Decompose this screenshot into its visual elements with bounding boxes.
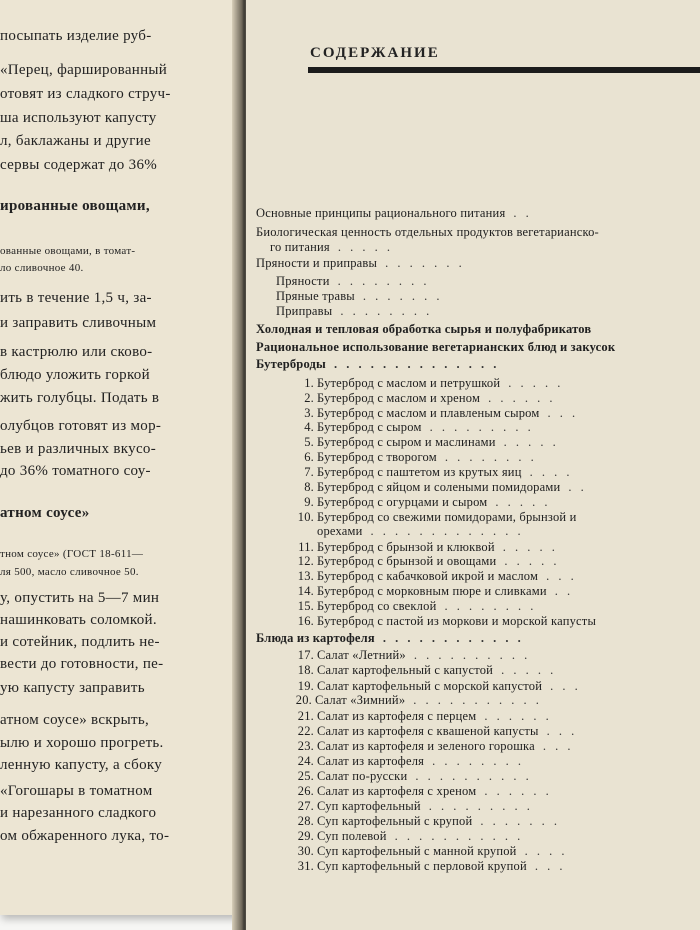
toc-entry-text: Бутерброд с сыром и маслинами bbox=[317, 435, 496, 449]
toc-entry-text: Бутерброд с брынзой и клюквой bbox=[317, 540, 495, 554]
toc-entry-text: Бутерброд с морковным пюре и сливками bbox=[317, 584, 547, 598]
toc-entry-number: 21. bbox=[297, 709, 314, 723]
toc-title-row bbox=[310, 44, 440, 62]
toc-entry-leader-dots: . . . . . . . . bbox=[444, 450, 537, 464]
toc-entry-leader-dots: . . . bbox=[534, 859, 566, 873]
toc-entry bbox=[296, 663, 556, 678]
toc-entry-text: Суп картофельный с манной крупой bbox=[317, 844, 517, 858]
toc-entry-text: Пряные травы bbox=[276, 289, 355, 303]
toc-entry-number: 30. bbox=[297, 844, 314, 858]
toc-entry bbox=[276, 274, 429, 289]
toc-entry bbox=[296, 406, 578, 421]
toc-entry-text: Холодная и тепловая обработка сырья и полуфабрикатов bbox=[256, 322, 592, 336]
toc-entry bbox=[296, 480, 587, 495]
left-page-line: ылю и хорошо прогреть. bbox=[0, 735, 164, 751]
toc-entry-leader-dots: . . . . . . . . . . . . . . bbox=[334, 357, 500, 371]
left-page-line: до 36% томатного соу- bbox=[0, 463, 151, 479]
toc-entry bbox=[296, 648, 530, 663]
toc-entry bbox=[296, 465, 572, 480]
toc-entry-number: 23. bbox=[297, 739, 314, 753]
toc-entry-leader-dots: . . . . . bbox=[503, 435, 559, 449]
toc-entry-leader-dots: . . . . . . . bbox=[362, 289, 443, 303]
toc-entry-text: Рациональное использование вегетарианских блюд и закусок bbox=[256, 340, 616, 354]
toc-entry-number: 8. bbox=[304, 480, 314, 494]
left-page-line: ьев и различных вкусо- bbox=[0, 441, 157, 457]
toc-entry-text: Бутерброд с маслом и петрушкой bbox=[317, 376, 501, 390]
toc-entry-text: Блюда из картофеля bbox=[256, 631, 375, 645]
toc-entry bbox=[296, 554, 560, 569]
toc-entry-text: Бутерброд с маслом и плавленым сыром bbox=[317, 406, 540, 420]
toc-entry-text: Бутерброд с маслом и хреном bbox=[317, 391, 481, 405]
toc-entry-number: 10. bbox=[297, 510, 314, 524]
toc-entry-text: Бутерброд с яйцом и солеными помидорами bbox=[317, 480, 561, 494]
toc-entry-text: Основные принципы рационального питания bbox=[256, 206, 506, 220]
toc-entry-leader-dots: . . . bbox=[546, 569, 577, 583]
toc-entry-number: 19. bbox=[297, 679, 314, 693]
toc-entry-number: 11. bbox=[298, 540, 314, 554]
left-page bbox=[0, 0, 240, 915]
toc-entry bbox=[296, 391, 556, 406]
toc-entry bbox=[296, 844, 567, 859]
toc-entry bbox=[296, 739, 574, 754]
toc-entry-number: 7. bbox=[304, 465, 314, 479]
toc-entry-text: Салат «Летний» bbox=[317, 648, 406, 662]
left-page-line: «Перец, фаршированный bbox=[0, 62, 168, 78]
toc-entry-text: Бутерброд с творогом bbox=[317, 450, 437, 464]
left-page-line: вести до готовности, пе- bbox=[0, 656, 164, 672]
toc-entry-text: Пряности и приправы bbox=[256, 256, 378, 270]
page-title: СОДЕРЖАНИЕ bbox=[310, 45, 440, 61]
left-page-line: и нарезанного сладкого bbox=[0, 805, 157, 821]
toc-entry-text: Пряности bbox=[276, 274, 330, 288]
left-page-line: ло сливочное 40. bbox=[0, 262, 84, 274]
toc-entry-leader-dots: . . . . . . bbox=[484, 784, 552, 798]
toc-entry-leader-dots: . . . . bbox=[529, 465, 573, 479]
toc-entry bbox=[296, 376, 563, 391]
left-page-line: ую капусту заправить bbox=[0, 680, 145, 696]
toc-entry-text: Салат картофельный с капустой bbox=[317, 663, 494, 677]
toc-entry bbox=[256, 357, 499, 372]
toc-entry-number: 3. bbox=[304, 406, 314, 420]
toc-entry-text: Салат из картофеля с квашеной капусты bbox=[317, 724, 539, 738]
toc-entry bbox=[296, 450, 537, 465]
left-page-line: и заправить сливочным bbox=[0, 315, 157, 331]
toc-entry-text: Бутерброд со свеклой bbox=[317, 599, 437, 613]
left-page-line: тном соусе» (ГОСТ 18-611— bbox=[0, 548, 144, 560]
left-page-line: атном соусе» bbox=[0, 505, 90, 521]
toc-entry-leader-dots: . . . . . . bbox=[484, 709, 552, 723]
toc-entry-text: Бутерброды bbox=[256, 357, 327, 371]
toc-entry-text: Салат картофельный с морской капустой bbox=[317, 679, 543, 693]
toc-entry-number: 16. bbox=[297, 614, 314, 628]
toc-entry-number: 29. bbox=[297, 829, 314, 843]
toc-entry-number: 28. bbox=[297, 814, 314, 828]
toc-entry-number: 31. bbox=[297, 859, 314, 873]
toc-entry bbox=[256, 631, 524, 646]
toc-entry-leader-dots: . . . . . bbox=[501, 663, 557, 677]
toc-entry-text: Биологическая ценность отдельных продуктов вегетарианско- bbox=[256, 225, 599, 239]
toc-entry bbox=[296, 435, 559, 450]
toc-entry-leader-dots: . . . . . . . . bbox=[337, 274, 430, 288]
left-page-line: отовят из сладкого струч- bbox=[0, 86, 171, 102]
toc-entry bbox=[296, 769, 532, 784]
toc-entry bbox=[317, 524, 524, 539]
left-page-line: ленную капусту, а сбоку bbox=[0, 757, 163, 773]
toc-entry-leader-dots: . . . . . . . . . . . bbox=[413, 693, 542, 707]
toc-entry-leader-dots: . . . . . . . . bbox=[444, 599, 537, 613]
toc-entry-text: Приправы bbox=[276, 304, 333, 318]
left-page-line: жить голубцы. Подать в bbox=[0, 390, 160, 406]
toc-entry-number: 17. bbox=[297, 648, 314, 662]
toc-entry-number: 25. bbox=[297, 769, 314, 783]
left-page-line: нашинковать соломкой. bbox=[0, 612, 157, 628]
toc-entry bbox=[296, 709, 552, 724]
toc-entry-text: Бутерброд с кабачковой икрой и маслом bbox=[317, 569, 539, 583]
toc-entry bbox=[296, 569, 577, 584]
toc-entry bbox=[296, 724, 577, 739]
left-page-line: в кастрюлю или сково- bbox=[0, 344, 153, 360]
toc-entry-number: 24. bbox=[297, 754, 314, 768]
left-page-line: ля 500, масло сливочное 50. bbox=[0, 566, 139, 578]
toc-entry bbox=[296, 584, 573, 599]
left-page-line: посыпать изделие руб- bbox=[0, 28, 152, 44]
toc-entry-text: орехами bbox=[317, 524, 363, 538]
toc-entry-text: Суп картофельный с крупой bbox=[317, 814, 473, 828]
toc-entry-leader-dots: . . bbox=[568, 480, 587, 494]
toc-entry-leader-dots: . . . . . . . bbox=[480, 814, 560, 828]
toc-entry bbox=[294, 693, 542, 708]
toc-entry bbox=[296, 859, 565, 874]
toc-entry-number: 12. bbox=[297, 554, 314, 568]
toc-entry-leader-dots: . . . . bbox=[524, 844, 568, 858]
toc-entry-leader-dots: . . . . . . . . bbox=[432, 754, 524, 768]
toc-entry bbox=[296, 495, 551, 510]
toc-entry-text: Салат из картофеля с перцем bbox=[317, 709, 477, 723]
toc-entry-text: Бутерброд с паштетом из крутых яиц bbox=[317, 465, 522, 479]
toc-entry bbox=[276, 289, 443, 304]
left-page-line: ированные овощами, bbox=[0, 198, 150, 214]
left-page-line: олубцов готовят из мор- bbox=[0, 418, 162, 434]
left-page-line: и сотейник, подлить не- bbox=[0, 634, 160, 650]
toc-entry bbox=[296, 510, 577, 525]
toc-entry-leader-dots: . . . . . . . . . . . . bbox=[382, 631, 524, 645]
toc-entry-number: 5. bbox=[304, 435, 314, 449]
toc-entry-text: Салат по-русски bbox=[317, 769, 408, 783]
toc-entry-leader-dots: . . . . . . . . . . bbox=[413, 648, 531, 662]
toc-entry-leader-dots: . . . . . . . . . . bbox=[415, 769, 532, 783]
toc-entry-text: Бутерброд с пастой из моркови и морской капусты bbox=[317, 614, 597, 628]
toc-entry-text: Суп полевой bbox=[317, 829, 387, 843]
toc-entry-leader-dots: . . . . . bbox=[495, 495, 551, 509]
toc-entry bbox=[296, 754, 524, 769]
toc-entry-text: Салат «Зимний» bbox=[315, 693, 406, 707]
toc-entry-number: 14. bbox=[297, 584, 314, 598]
toc-entry-leader-dots: . . . . . . . . . . . bbox=[394, 829, 524, 843]
toc-entry-text: Суп картофельный с перловой крупой bbox=[317, 859, 527, 873]
toc-entry bbox=[256, 256, 465, 271]
toc-entry-leader-dots: . . bbox=[554, 584, 574, 598]
right-page bbox=[246, 0, 700, 930]
toc-entry-leader-dots: . . . . . . bbox=[488, 391, 556, 405]
toc-entry-number: 9. bbox=[304, 495, 314, 509]
title-rule bbox=[308, 67, 700, 73]
left-page-line: ить в течение 1,5 ч, за- bbox=[0, 290, 152, 306]
toc-entry-number: 13. bbox=[297, 569, 314, 583]
left-page-line: л, баклажаны и другие bbox=[0, 133, 151, 149]
toc-entry-leader-dots: . . . . . . . bbox=[385, 256, 465, 270]
toc-entry-text: Суп картофельный bbox=[317, 799, 421, 813]
toc-entry bbox=[296, 599, 536, 614]
toc-entry-text: Бутерброд с сыром bbox=[317, 420, 422, 434]
left-page-line: ша используют капусту bbox=[0, 110, 157, 126]
toc-entry bbox=[296, 420, 534, 435]
toc-entry-number: 22. bbox=[297, 724, 314, 738]
left-page-line: блюдо уложить горкой bbox=[0, 367, 150, 383]
toc-entry bbox=[296, 784, 552, 799]
toc-entry-leader-dots: . . . . . bbox=[502, 540, 558, 554]
toc-entry-number: 4. bbox=[304, 420, 314, 434]
toc-entry-number: 26. bbox=[297, 784, 314, 798]
toc-entry-leader-dots: . . . . . . . . bbox=[340, 304, 433, 318]
toc-entry-text: Бутерброд с огурцами и сыром bbox=[317, 495, 488, 509]
left-page-line: ованные овощами, в томат- bbox=[0, 245, 136, 257]
toc-entry-text: го питания bbox=[270, 240, 330, 254]
toc-entry bbox=[296, 814, 560, 829]
toc-entry bbox=[296, 799, 533, 814]
toc-entry-leader-dots: . . . . . . . . . bbox=[428, 799, 533, 813]
toc-entry-text: Бутерброд со свежими помидорами, брынзой и bbox=[317, 510, 577, 524]
toc-entry bbox=[256, 340, 615, 355]
left-page-line: ом обжаренного лука, то- bbox=[0, 828, 170, 844]
toc-entry-number: 1. bbox=[304, 376, 314, 390]
toc-entry-number: 18. bbox=[297, 663, 314, 677]
toc-entry-number: 2. bbox=[304, 391, 314, 405]
toc-entry-leader-dots: . . . bbox=[542, 739, 574, 753]
left-page-line: «Гогошары в томатном bbox=[0, 783, 153, 799]
toc-entry bbox=[296, 679, 581, 694]
toc-entry bbox=[296, 614, 596, 629]
toc-entry bbox=[296, 829, 523, 844]
toc-entry-leader-dots: . . . bbox=[550, 679, 581, 693]
left-page-line: у, опустить на 5—7 мин bbox=[0, 590, 160, 606]
toc-entry-text: Салат из картофеля bbox=[317, 754, 425, 768]
toc-entry-leader-dots: . . . . . bbox=[508, 376, 564, 390]
left-page-line: сервы содержат до 36% bbox=[0, 157, 158, 173]
toc-entry-leader-dots: . . . bbox=[547, 406, 579, 420]
toc-entry bbox=[256, 225, 599, 240]
left-page-line: атном соусе» вскрыть, bbox=[0, 712, 150, 728]
toc-entry bbox=[270, 240, 393, 255]
toc-entry-leader-dots: . . . . . bbox=[504, 554, 560, 568]
toc-entry-leader-dots: . . . . . bbox=[337, 240, 393, 254]
toc-entry bbox=[276, 304, 432, 319]
toc-entry-text: Салат из картофеля и зеленого горошка bbox=[317, 739, 535, 753]
toc-entry-leader-dots: . . . bbox=[546, 724, 578, 738]
toc-entry-number: 15. bbox=[297, 599, 314, 613]
toc-entry bbox=[256, 322, 591, 337]
toc-entry bbox=[256, 206, 532, 221]
toc-entry bbox=[296, 540, 558, 555]
toc-entry-number: 27. bbox=[297, 799, 314, 813]
toc-entry-number: 20. bbox=[295, 693, 312, 707]
toc-entry-leader-dots: . . . . . . . . . . . . . bbox=[370, 524, 524, 538]
toc-entry-leader-dots: . . . . . . . . . bbox=[429, 420, 534, 434]
toc-entry-leader-dots: . . bbox=[513, 206, 532, 220]
toc-entry-number: 6. bbox=[304, 450, 314, 464]
toc-entry-text: Бутерброд с брынзой и овощами bbox=[317, 554, 497, 568]
toc-entry-text: Салат из картофеля с хреном bbox=[317, 784, 477, 798]
